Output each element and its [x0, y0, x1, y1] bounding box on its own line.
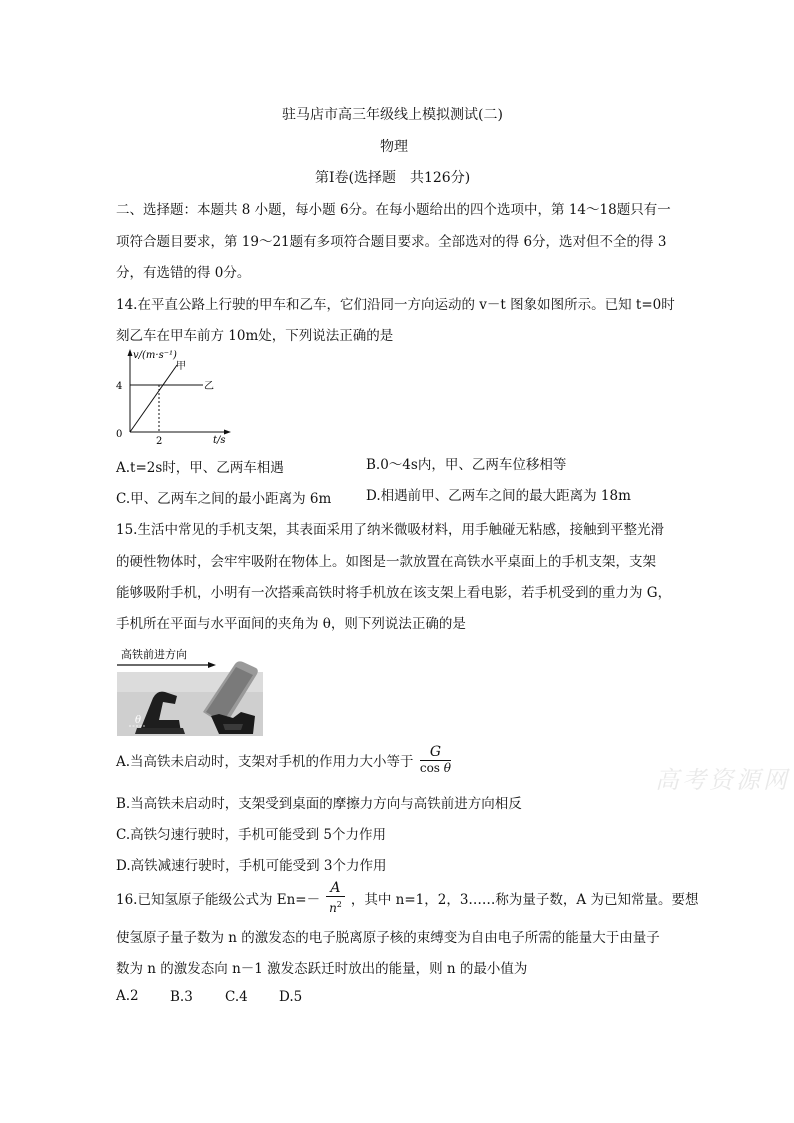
subject-title: 物理 [380, 139, 408, 155]
fraction-numerator: A [326, 880, 344, 897]
q16-option-a: A.2 [116, 988, 139, 1004]
q15-stem-line-1: 15.生活中常见的手机支架，其表面采用了纳米微吸材料，用手触碰无粘感，接触到平整光滑 [116, 522, 664, 538]
fraction-denominator-exponent: 2 [336, 900, 342, 909]
section-instructions-line-3: 分，有选错的得 0分。 [116, 265, 251, 281]
q14-stem-line-2: 刻乙车在甲车前方 10m处，下列说法正确的是 [116, 328, 394, 344]
y-axis-label: v/(m·s⁻¹) [133, 350, 177, 361]
fraction-denominator-n: n [329, 901, 337, 915]
fraction-denominator [420, 761, 451, 776]
fraction-numerator: G [420, 744, 451, 761]
q15-option-a [116, 744, 453, 776]
section-instructions-line-2: 项符合题目要求，第 19～21题有多项符合题目要求。全部选对的得 6分，选对但不全的得 3 [116, 234, 667, 250]
q15-option-d: D.高铁减速行驶时，手机可能受到 3个力作用 [116, 858, 387, 874]
q16-stem-line-1 [116, 880, 698, 916]
fraction-denominator-theta: θ [443, 761, 451, 775]
q14-option-b: B.0～4s内，甲、乙两车位移相等 [366, 457, 567, 473]
q16-option-b: B.3 [170, 989, 193, 1005]
fraction-denominator-text: cos [419, 761, 444, 775]
part-title: 第Ⅰ卷(选择题 共126分) [315, 170, 471, 186]
phone-stand-figure [115, 642, 265, 738]
q14-option-d: D.相遇前甲、乙两车之间的最大距离为 18m [366, 488, 631, 504]
a-over-n-squared-fraction [326, 880, 344, 916]
q15-stem-line-3: 能够吸附手机，小明有一次搭乘高铁时将手机放在该支架上看电影，若手机受到的重力为 G， [116, 585, 672, 601]
watermark: 高考资源网 [655, 766, 790, 794]
y-tick-label: 4 [116, 381, 123, 392]
q14-option-a: A.t=2s时，甲、乙两车相遇 [116, 460, 284, 476]
x-axis-label: t/s [213, 435, 226, 445]
q14-stem-line-1: 14.在平直公路上行驶的甲车和乙车，它们沿同一方向运动的 v－t 图象如图所示。已知 t=0时 [116, 297, 675, 313]
q14-option-c: C.甲、乙两车之间的最小距离为 6m [116, 491, 332, 507]
q16-stem-text-a: 16.已知氢原子能级公式为 En=－ [116, 892, 321, 908]
q16-stem-text-b: ，其中 n=1，2，3……称为量子数，A 为已知常量。要想 [350, 892, 699, 908]
q16-stem-line-2: 使氢原子量子数为 n 的激发态的电子脱离原子核的束缚变为自由电子所需的能量大于由量子 [116, 930, 660, 946]
exam-title: 驻马店市高三年级线上模拟测试(二) [282, 107, 503, 123]
q15-stem-line-2: 的硬性物体时，会牢牢吸附在物体上。如图是一款放置在高铁水平桌面上的手机支架，支架 [116, 554, 656, 570]
y-axis-arrow [128, 349, 133, 356]
fraction-denominator [326, 897, 344, 916]
q16-stem-line-3: 数为 n 的激发态向 n－1 激发态跃迁时放出的能量，则 n 的最小值为 [116, 961, 528, 977]
yi-label: 乙 [204, 381, 214, 392]
q15-option-c: C.高铁匀速行驶时，手机可能受到 5个力作用 [116, 827, 387, 843]
section-instructions-line-1: 二、选择题：本题共 8 小题，每小题 6分。在每小题给出的四个选项中，第 14～18题只有一 [116, 202, 671, 218]
origin-label: 0 [116, 429, 123, 440]
jia-line [130, 365, 177, 432]
q15-stem-line-4: 手机所在平面与水平面间的夹角为 θ，则下列说法正确的是 [116, 616, 466, 632]
direction-arrowhead [208, 662, 216, 668]
g-over-cos-theta-fraction [420, 744, 451, 776]
x-axis-arrow [224, 430, 231, 435]
q15-option-a-text: A.当高铁未启动时，支架对手机的作用力大小等于 [116, 754, 414, 770]
vt-graph [115, 345, 235, 445]
jia-label: 甲 [176, 361, 186, 372]
x-tick-label: 2 [156, 436, 163, 445]
direction-label: 高铁前进方向 [121, 648, 187, 661]
q16-option-c: C.4 [225, 989, 248, 1005]
q15-option-b: B.当高铁未启动时，支架受到桌面的摩擦力方向与高铁前进方向相反 [116, 796, 522, 812]
angle-label: θ [135, 715, 142, 726]
q16-option-d: D.5 [279, 989, 303, 1005]
